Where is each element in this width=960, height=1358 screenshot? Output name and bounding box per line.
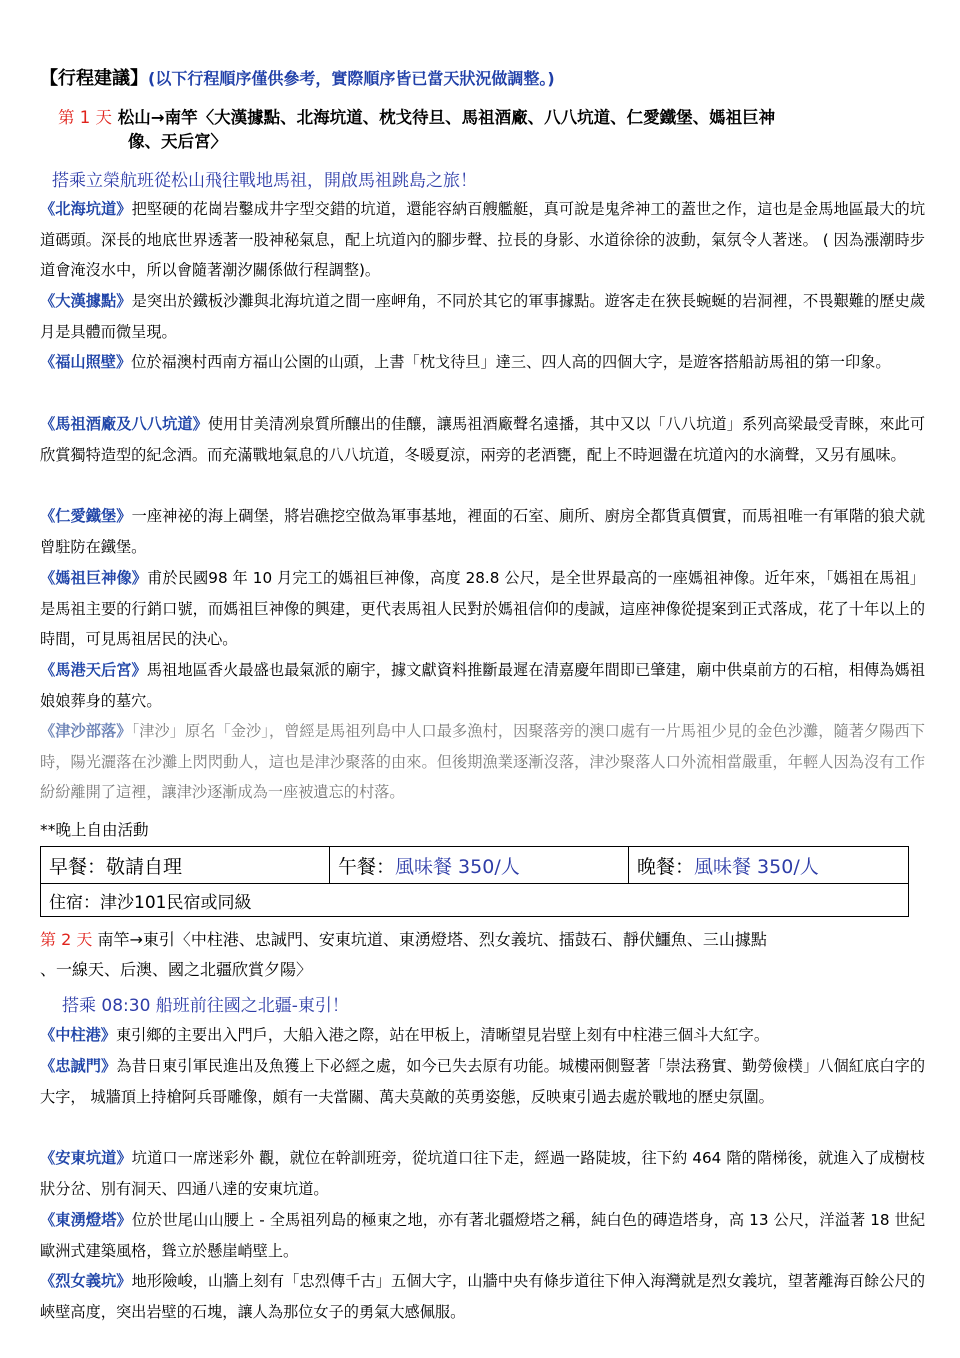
site-title: 《馬祖酒廠及八八坑道》 (40, 415, 208, 433)
day2-number: 第 2 天 (40, 930, 93, 949)
day2-route (40, 925, 915, 985)
breakfast-cell (41, 847, 330, 884)
meals-table (40, 846, 909, 917)
breakfast-value: 敬請自理 (106, 855, 183, 878)
site-text: 一座神祕的海上碉堡，將岩礁挖空做為軍事基地，裡面的石室、廁所、廚房全都貨真價實，而馬祖唯一有軍階的狼犬就曾駐防在鐵堡。 (40, 507, 926, 556)
site-paragraph (40, 501, 925, 562)
day2-route-line2: 、一線天、后澳、國之北疆欣賞夕陽〉 (40, 960, 313, 979)
day2-route-line1: 南竿→東引〈中柱港、忠誠門、安東坑道、東湧燈塔、烈女義坑、擂鼓石、靜伏鱷魚、三山據點 (97, 930, 767, 949)
site-paragraph (40, 286, 925, 347)
lunch-label: 午餐： (338, 855, 396, 878)
dinner-label: 晚餐： (637, 855, 695, 878)
site-title: 《仁愛鐵堡》 (40, 507, 132, 525)
site-paragraph (40, 563, 925, 655)
day1-route-line2: 像、天后宮〉 (128, 132, 227, 151)
site-paragraph (40, 347, 925, 378)
dinner-cell (629, 847, 909, 884)
site-title: 《津沙部落》 (40, 722, 132, 740)
site-paragraph (40, 1266, 925, 1327)
site-title: 《安東坑道》 (40, 1149, 132, 1167)
site-title: 《大漢據點》 (40, 292, 132, 310)
day1-route (58, 106, 908, 154)
meals-row (41, 847, 909, 884)
site-paragraph (40, 1143, 925, 1204)
site-text: 甫於民國98 年 10 月完工的媽祖巨神像，高度 28.8 公尺，是全世界最高的一座媽祖神像。近年來，「媽祖在馬祖」是馬祖主要的行銷口號，而媽祖巨神像的興建，更代表馬祖人民對於媽祖信仰的虔誠，這座神像從提案到正式落成，花了十年以上的時間，可見馬祖居民的決心。 (40, 569, 925, 648)
site-paragraph (40, 1051, 925, 1112)
free-activity-note: **晚上自由活動 (40, 821, 149, 839)
site-title: 《東湧燈塔》 (40, 1211, 132, 1229)
heading-label: 【行程建議】 (40, 68, 148, 89)
site-title: 《北海坑道》 (40, 200, 132, 218)
site-paragraph (40, 716, 925, 808)
site-title: 《烈女義坑》 (40, 1272, 132, 1290)
site-paragraph (40, 655, 925, 716)
site-title: 《中柱港》 (40, 1026, 116, 1044)
heading-note: (以下行程順序僅供參考，實際順序皆已當天狀況做調整。) (148, 69, 555, 88)
stay-row (41, 884, 909, 917)
day1-intro: 搭乘立榮航班從松山飛往戰地馬祖，開啟馬祖跳島之旅！ (52, 171, 477, 191)
site-title: 《媽祖巨神像》 (40, 569, 148, 587)
site-text: 馬祖地區香火最盛也最氣派的廟宇，據文獻資料推斷最遲在清嘉慶年間即已肇建，廟中供桌前方的石棺，相傳為媽祖娘娘葬身的墓穴。 (40, 661, 926, 710)
itinerary-heading (40, 64, 555, 90)
site-title: 《福山照壁》 (40, 353, 132, 371)
site-text: 是突出於鐵板沙灘與北海坑道之間一座岬角，不同於其它的軍事據點。遊客走在狹長蜿蜒的岩洞裡，不畏艱難的歷史歲月是具體而微呈現。 (40, 292, 926, 341)
site-text: 東引鄉的主要出入門戶，大船入港之際，站在甲板上，清晰望見岩壁上刻有中柱港三個斗大紅字。 (115, 1026, 769, 1044)
breakfast-label: 早餐： (49, 855, 107, 878)
site-paragraph (40, 1020, 925, 1051)
site-text: 使用甘美清冽泉質所釀出的佳釀，讓馬祖酒廠聲名遠播，其中又以「八八坑道」系列高梁最受青睞，來此可欣賞獨特造型的紀念酒。而充滿戰地氣息的八八坑道，冬暖夏涼，兩旁的老酒甕，配上不時迴盪在坑道內的水滴聲，又另有風味。 (40, 415, 926, 464)
site-text: 把堅硬的花崗岩鑿成井字型交錯的坑道，還能容納百艘艦艇，真可說是鬼斧神工的蓋世之作，這也是金馬地區最大的坑道碼頭。深長的地底世界透著一股神秘氣息，配上坑道內的腳步聲、拉長的身影、水道徐徐的波動，氣氛令人著迷。 ( 因為漲潮時步道會淹沒水中，所以會隨著潮汐關係做行程調整)。 (40, 200, 926, 279)
site-title: 《忠誠門》 (40, 1057, 117, 1075)
stay-cell: 住宿：津沙101民宿或同級 (41, 884, 909, 917)
day2-intro: 搭乘 08:30 船班前往國之北疆-東引！ (62, 996, 349, 1016)
site-text: 位於福澳村西南方福山公園的山頭，上書「枕戈待旦」達三、四人高的四個大字，是遊客搭船訪馬祖的第一印象。 (131, 353, 891, 371)
lunch-value: 風味餐 350/人 (395, 855, 520, 878)
site-paragraph (40, 1205, 925, 1266)
site-paragraph (40, 194, 925, 286)
site-text: 為昔日東引軍民進出及魚獲上下必經之處，如今已失去原有功能。城樓兩側豎著「崇法務實、勤勞儉樸」八個紅底白字的大字， 城牆頂上持槍阿兵哥雕像，頗有一夫當關、萬夫莫敵的英勇姿態，反映東引過去處於戰地的歷史氛圍。 (40, 1057, 926, 1106)
site-paragraph (40, 409, 925, 470)
site-title: 《馬港天后宮》 (40, 661, 147, 679)
site-text: 位於世尾山山腰上 - 全馬祖列島的極東之地，亦有著北疆燈塔之稱，純白色的磚造塔身，高 13 公尺，洋溢著 18 世紀歐洲式建築風格，聳立於懸崖峭壁上。 (40, 1211, 926, 1260)
dinner-value: 風味餐 350/人 (694, 855, 819, 878)
day1-number: 第 1 天 (58, 108, 112, 127)
day1-route-line1: 松山→南竿〈大漢據點、北海坑道、枕戈待旦、馬祖酒廠、八八坑道、仁愛鐵堡、媽祖巨神 (117, 108, 776, 127)
site-text: 「津沙」原名「金沙」，曾經是馬祖列島中人口最多漁村，因聚落旁的澳口處有一片馬祖少見的金色沙灘，隨著夕陽西下時，陽光灑落在沙灘上閃閃動人，這也是津沙聚落的由來。但後期漁業逐漸沒落，津沙聚落人口外流相當嚴重，年輕人因為沒有工作紛紛離開了這裡，讓津沙逐漸成為一座被遺忘的村落。 (40, 722, 925, 801)
lunch-cell (330, 847, 629, 884)
site-text: 坑道口一席迷彩外 觀，就位在幹訓班旁，從坑道口往下走，經過一路陡坡，往下約 464 階的階梯後，就進入了成樹枝狀分岔、別有洞天、四通八達的安東坑道。 (40, 1149, 925, 1198)
site-text: 地形險峻，山牆上刻有「忠烈傳千古」五個大字，山牆中央有條步道往下伸入海灣就是烈女義坑，望著離海百餘公尺的峽壁高度，突出岩壁的石塊，讓人為那位女子的勇氣大感佩服。 (40, 1272, 926, 1321)
